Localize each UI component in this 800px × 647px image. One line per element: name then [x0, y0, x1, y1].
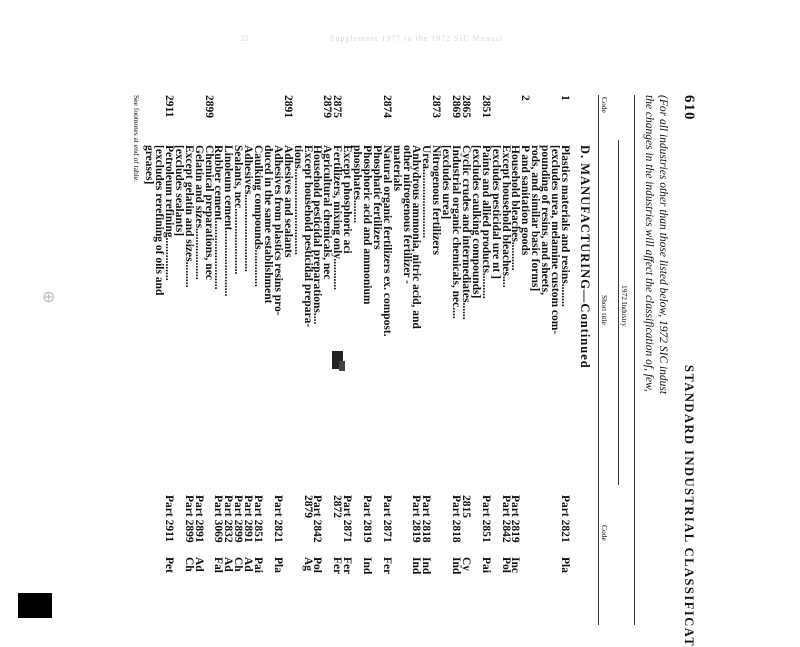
column-header-code-left: Code: [600, 97, 609, 113]
page-number: 610: [681, 95, 697, 121]
row-clipped-title: Ag: [301, 557, 314, 572]
row-title: Adhesives...........................: [242, 145, 255, 272]
row-title: P and sanitation goods: [519, 145, 532, 256]
faint-running-header: Supplement 1977 to the 1972 SIC Manual: [330, 34, 504, 43]
row-clipped-title: Ad: [242, 557, 255, 572]
row-part-code: Part 2899: [182, 495, 195, 543]
row-title: Agricultural chemicals, nec: [321, 145, 334, 280]
row-clipped-title: Ch: [232, 557, 245, 572]
row-clipped-title: Pet: [163, 557, 175, 573]
row-part-code: Part 2851: [252, 495, 265, 543]
note-line-1: (For all industries other than those listed below, 1972 SIC indust: [657, 95, 669, 395]
row-code: 2874: [380, 95, 393, 118]
row-title: Rubber cement........................: [212, 145, 225, 290]
row-title: tions..............................: [291, 145, 304, 255]
row-clipped-title: Pla: [559, 557, 571, 573]
row-clipped-title: Ind: [420, 557, 433, 575]
row-part-code: 2815: [460, 495, 472, 518]
row-title: Chemical preparations, nec: [202, 145, 215, 280]
page-title: STANDARD INDUSTRIAL CLASSIFICAT: [682, 365, 696, 647]
row-clipped-title: Pla: [271, 557, 284, 573]
row-part-code: 2879: [301, 495, 314, 518]
row-part-code: Part 2871: [380, 495, 393, 543]
row-part-code: Part 2851: [479, 495, 492, 543]
row-clipped-title: Pai: [252, 557, 265, 573]
scan-artifact-mark-2: [339, 361, 345, 371]
column-header-code-right: Code: [600, 525, 609, 541]
row-clipped-title: Fer: [331, 557, 344, 575]
row-part-code: Part 2819: [509, 495, 522, 543]
note-line-2: the changes in the industries will affect the classification of, few,: [643, 95, 655, 392]
row-title: Except gelatin and sizes.........: [182, 145, 195, 288]
row-title: Household bleaches..........: [509, 145, 522, 271]
row-title: phosphates........: [351, 145, 364, 223]
row-title: Except phosphoric aci: [341, 145, 354, 254]
row-title: duced in the same establishment: [262, 145, 274, 304]
row-part-code: Part 2871: [341, 495, 354, 543]
row-title: Anhydrous ammonia, nitric acid, and: [410, 145, 423, 329]
row-clipped-title: Pol: [499, 557, 512, 573]
row-part-code: Part 2821: [559, 495, 571, 543]
table-row: [142, 95, 156, 625]
row-title: Phosphatic fertilizers: [370, 145, 383, 250]
row-title: pounding of resins, and sheets,: [539, 145, 552, 295]
row-part-code: Part 2891: [242, 495, 255, 543]
row-title: [excludes rerefining of oils and: [153, 145, 166, 296]
column-header-short-title: Short title: [600, 295, 609, 325]
row-part-code: Part 2842: [499, 495, 512, 543]
row-title: materials: [390, 145, 403, 191]
row-title: [excludes sealants]: [172, 145, 185, 237]
row-title: [excludes urea]: [440, 145, 453, 220]
row-clipped-title: Cy: [460, 557, 472, 572]
footnote: See footnotes at end of table.: [132, 95, 141, 183]
row-title: Industrial organic chemicals, nec....: [450, 145, 463, 319]
row-title: Except household pesticidal prepara-: [301, 145, 314, 328]
row-clipped-title: Ad: [192, 557, 205, 572]
scan-black-corner: [18, 593, 52, 618]
row-code: 1: [559, 95, 571, 101]
row-clipped-title: Ind: [410, 557, 423, 575]
row-title: other nitrogenous fertilizer -: [400, 145, 413, 284]
row-code: 2911: [163, 95, 175, 118]
table-header-rule: [598, 95, 599, 625]
row-code: 2869: [450, 95, 463, 118]
row-title: Adhesives and sealants: [281, 145, 294, 258]
row-clipped-title: Ind: [361, 557, 373, 575]
row-title: rods, and similar basic forms]: [529, 145, 542, 292]
row-part-code: Part 2899: [232, 495, 245, 543]
row-code: 2851: [479, 95, 492, 118]
row-part-code: Part 2818: [420, 495, 433, 543]
row-title: [excludes caulking compounds]: [469, 145, 482, 299]
section-title: D. MANUFACTURING—Continued: [578, 145, 592, 369]
row-clipped-title: Pai: [479, 557, 492, 573]
row-title: [excludes urea, melamine custom com-: [549, 145, 562, 335]
row-code: 2875: [331, 95, 344, 118]
row-title: Nitrogenous fertilizers: [430, 145, 443, 255]
row-clipped-title: Fal: [212, 557, 225, 573]
row-title: Adhesives from plastics resins pro-: [271, 145, 284, 316]
row-part-code: Part 2911: [163, 495, 175, 542]
row-clipped-title: Ind: [450, 557, 463, 575]
row-part-code: Part 2891: [192, 495, 205, 543]
row-title: Fertilizers, mixing only...........: [331, 145, 344, 291]
row-code: 2865: [460, 95, 472, 118]
row-title: Household pesticidal preparations....: [311, 145, 324, 325]
row-title: Petroleum refining...............: [163, 145, 175, 281]
row-part-code: Part 2821: [271, 495, 284, 543]
row-part-code: 2872: [331, 495, 344, 518]
row-code: 2873: [430, 95, 443, 118]
row-title: Natural organic fertilizers ex. compost.: [380, 145, 393, 337]
row-code: 2899: [202, 95, 215, 118]
row-part-code: Part 2842: [311, 495, 324, 543]
rotated-document-page: [132, 95, 697, 647]
group-header-rule: [618, 140, 619, 485]
scan-artifact-circle-icon: ⊕: [42, 287, 56, 306]
table-top-rule: [634, 95, 635, 625]
row-clipped-title: Ch: [182, 557, 195, 572]
column-header-group: 1972 Industry: [620, 285, 629, 327]
row-title: Paints and allied products.........: [479, 145, 492, 299]
row-title: Urea........................: [420, 145, 433, 239]
row-part-code: Part 2819: [410, 495, 423, 543]
row-clipped-title: Inc: [509, 557, 522, 573]
row-part-code: Part 2818: [450, 495, 463, 543]
row-title: greases]: [143, 145, 156, 185]
row-clipped-title: Ad: [222, 557, 235, 572]
row-title: Linoleum cement.......................: [222, 145, 235, 297]
row-part-code: Part 2832: [222, 495, 235, 543]
row-part-code: Part 3069: [212, 495, 225, 543]
faint-page-number: 23: [240, 34, 248, 43]
row-code: 2: [519, 95, 532, 101]
row-clipped-title: Pol: [311, 557, 324, 573]
row-part-code: Part 2819: [361, 495, 373, 543]
row-title: Plastics materials and resins........: [559, 145, 571, 307]
row-title: Gelatin and sizes..................: [192, 145, 205, 280]
row-title: Except household bleaches....: [499, 145, 512, 288]
row-title: [excludes pesticidal ure nt ]: [489, 145, 502, 279]
row-title: Cyclic crudes and intermediates......: [460, 145, 472, 320]
row-code: 2879: [321, 95, 334, 118]
row-title: Sealants, nec.......................: [232, 145, 245, 275]
row-title: Caulking compounds.............: [252, 145, 265, 287]
row-clipped-title: Fer: [380, 557, 393, 575]
row-clipped-title: Fer: [341, 557, 354, 575]
row-code: 2891: [281, 95, 294, 118]
row-title: Phosphoric acid and ammonium: [361, 145, 373, 305]
